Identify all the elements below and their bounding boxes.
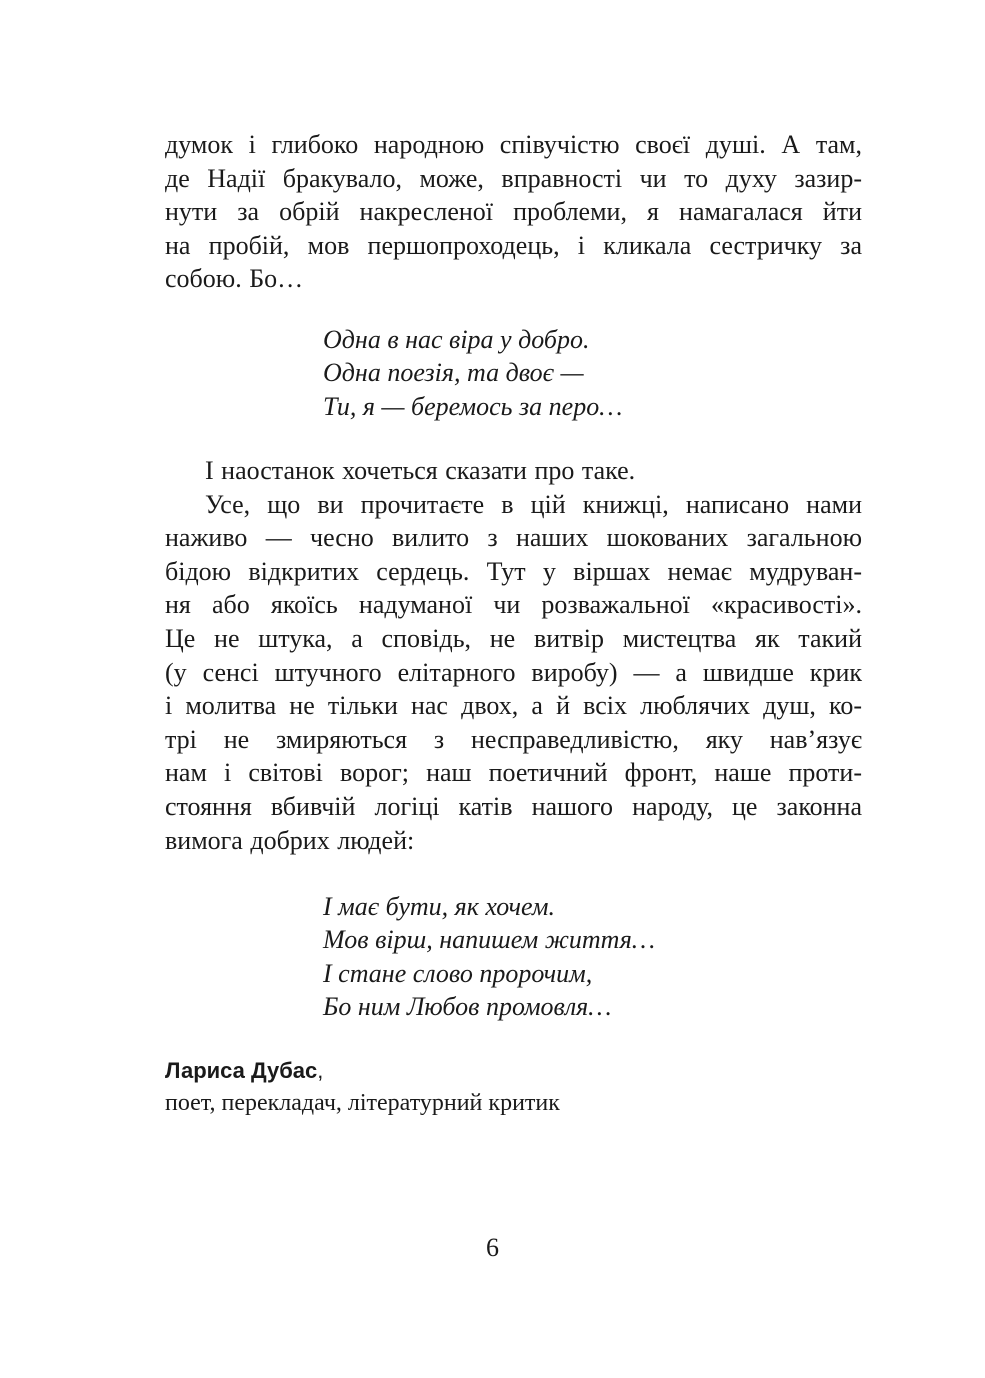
poem-line: Мов вірш, напишем життя… [323,925,655,955]
text-line: собою. Бо… [165,264,304,294]
poem-line: І стане слово пророчим, [323,958,593,988]
poem-line: І має бути, як хочем. [323,892,555,921]
paragraph-top [165,128,862,296]
text-line: де Надії бракувало, може, вправності чи то духу зазир- [165,163,862,193]
author-role: поет, перекладач, літературний критик [165,1090,560,1116]
poem-line: Бо ним Любов промовля… [323,991,612,1021]
text-line: (у сенсі штучного елітарного виробу) — а швидше крик [165,657,862,687]
author-name-line [165,1055,560,1087]
text-line: трі не змиряються з несправедливістю, яку нав’язує [165,724,862,754]
text-line: бідою відкритих сердець. Тут у віршах немає мудруван- [165,556,862,586]
text-line: стояння вбивчій логіці катів нашого народу, це законна [165,791,862,821]
text-line: нути за обрій накресленої проблеми, я намагалася йти [165,197,862,227]
text-line: ня або якоїсь надуманої чи розважальної «красивості». [165,590,862,620]
text-line: вимога добрих людей: [165,825,415,855]
text-line: думок і глибоко народною співучістю своєї душі. А там, [165,130,862,159]
poem-stanza-2 [323,890,655,1023]
page-number: 6 [486,1233,499,1262]
text-line: нам і світові ворог; наш поетичний фронт, наше проти- [165,758,862,788]
text-line: Це не штука, а сповідь, не витвір мистецтва як такий [165,623,862,653]
poem-stanza-1 [323,323,622,423]
text-line: на пробій, мов першопроходець, і кликала сестричку за [165,230,862,260]
poem-line: Одна поезія, та двоє — [323,358,584,388]
text-line: і молитва не тільки нас двох, а й всіх люблячих душ, ко- [165,691,862,721]
poem-line: Одна в нас віра у добро. [323,325,590,354]
paragraph-final [165,454,862,857]
text-line: Усе, що ви прочитаєте в цій книжці, написано нами [205,489,862,519]
poem-line: Ти, я — беремось за перо… [323,391,623,421]
text-line: наживо — чесно вилито з наших шокованих загальною [165,523,862,553]
text-line: І наостанок хочеться сказати про таке. [205,456,636,485]
author-name: Лариса Дубас [165,1058,318,1083]
author-name-comma: , [317,1058,324,1083]
author-signature [165,1055,560,1119]
